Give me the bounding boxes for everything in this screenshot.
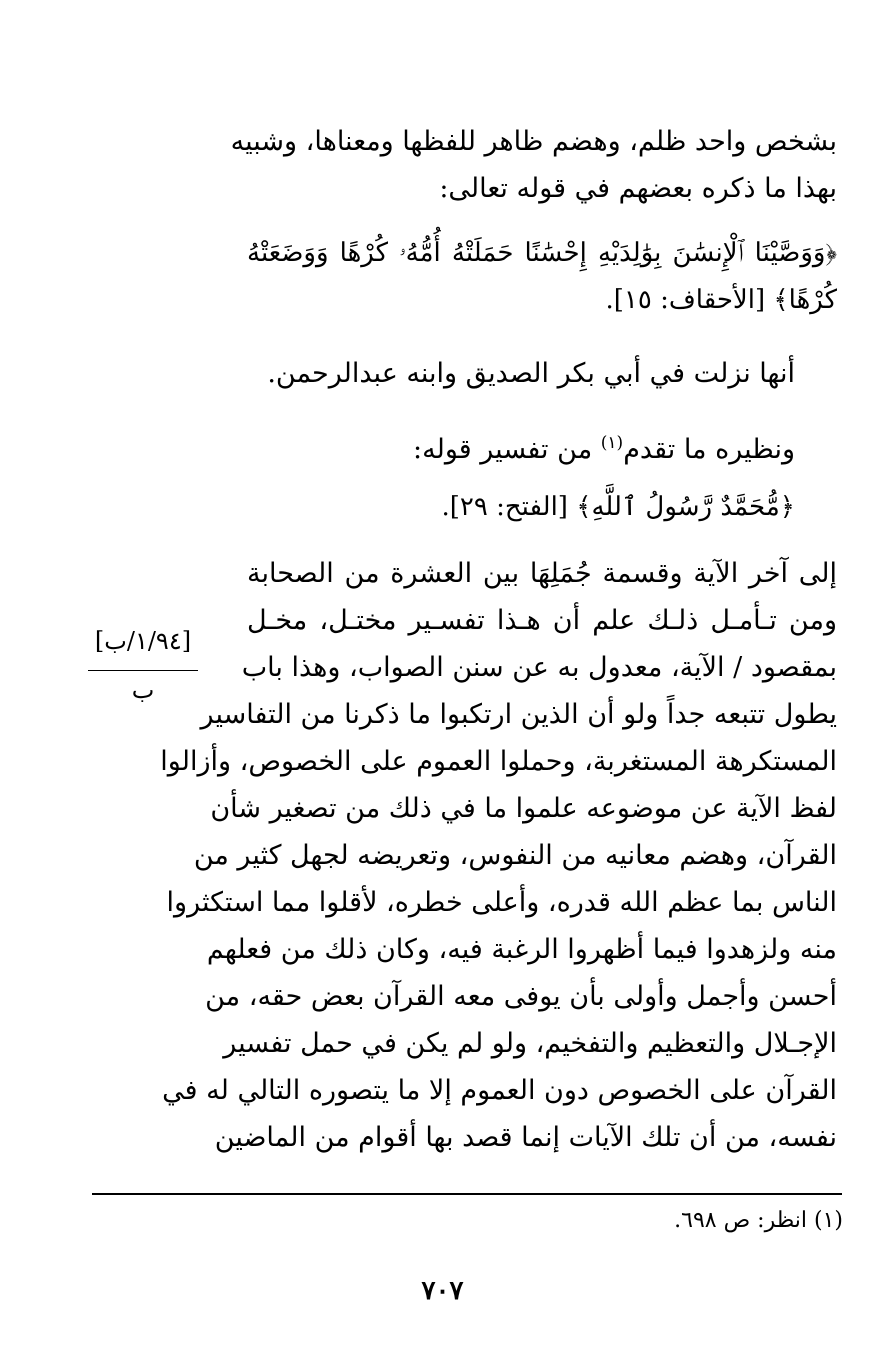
paragraph-revelation (247, 350, 837, 397)
text-line: الإجـلال والتعظيم والتفخيم، ولو لم يكن في حمل تفسير (223, 1028, 837, 1059)
text-line: إلى آخر الآية وقسمة جُمَلِهَا بين العشرة من الصحابة (247, 558, 837, 589)
text-line: القرآن على الخصوص دون العموم إلا ما يتصوره التالي له في (162, 1075, 837, 1106)
text-line: القرآن، وهضم معانيه من النفوس، وتعريضه لجهل كثير من (193, 840, 837, 871)
verse-line (247, 484, 837, 531)
verse-line (247, 277, 837, 324)
page-number: ٧٠٧ (421, 1276, 464, 1306)
text-line: الناس بما عظم الله قدره، وأعلى خطره، لأقلوا مما استكثروا (166, 887, 837, 918)
footnote-divider (92, 1193, 842, 1195)
manuscript-letter: ب (131, 676, 155, 704)
text-segment: ونظيره ما تقدم (623, 434, 795, 465)
verse-reference: [الفتح: ٢٩]. (441, 492, 568, 522)
folio-reference: [١/٩٤/ب] (94, 627, 192, 655)
footnote-marker: (١) (600, 433, 624, 453)
paragraph-intro (230, 118, 837, 212)
verse-reference: [الأحقاف: ١٥]. (605, 285, 766, 315)
text-line: يطول تتبعه جداً ولو أن الذين ارتكبوا ما ذكرنا من التفاسير (200, 699, 837, 730)
quran-quote-ahqaf (247, 230, 837, 324)
margin-divider (88, 670, 198, 671)
verse-text: ﴿مُّحَمَّدٌ رَّسُولُ ٱللَّهِ﴾ (576, 492, 795, 522)
margin-folio-note (88, 626, 198, 705)
text-line: بشخص واحد ظلم، وهضم ظاهر للفظها ومعناها، وشبيه (230, 126, 837, 157)
text-line (247, 420, 837, 473)
quran-quote-fath (247, 484, 837, 531)
paragraph-analogue (247, 420, 837, 473)
text-line: لفظ الآية عن موضوعه علموا ما في ذلك من تصغير شأن (210, 793, 837, 824)
verse-end: كُرْهًا﴾ (773, 285, 837, 315)
verse-line: ﴿وَوَصَّيْنَا ٱلْإِنسَٰنَ بِوَٰلِدَيْهِ إِحْسَٰنًا حَمَلَتْهُ أُمُّهُۥ كُرْهًا وَوَضَعَتْهُ (247, 238, 837, 268)
footnote: (١) انظر: ص ٦٩٨. (674, 1208, 843, 1233)
text-line: المستكرهة المستغربة، وحملوا العموم على الخصوص، وأزالوا (160, 746, 837, 777)
text-line: بهذا ما ذكره بعضهم في قوله تعالى: (439, 173, 837, 204)
text-segment: من تفسير قوله: (413, 434, 601, 465)
text-line: أنها نزلت في أبي بكر الصديق وابنه عبدالرحمن. (267, 358, 795, 389)
paragraph-main (160, 550, 837, 1161)
text-line: ومن تـأمـل ذلـك علم أن هـذا تفسـير مختـل، مخـل (247, 605, 837, 636)
text-line: بمقصود / الآية، معدول به عن سنن الصواب، وهذا باب (241, 652, 837, 683)
text-line: نفسه، من أن تلك الآيات إنما قصد بها أقوام من الماضين (214, 1122, 837, 1153)
text-line: أحسن وأجمل وأولى بأن يوفى معه القرآن بعض حقه، من (205, 981, 837, 1012)
text-line: منه ولزهدوا فيما أظهروا الرغبة فيه، وكان ذلك من فعلهم (206, 934, 837, 965)
